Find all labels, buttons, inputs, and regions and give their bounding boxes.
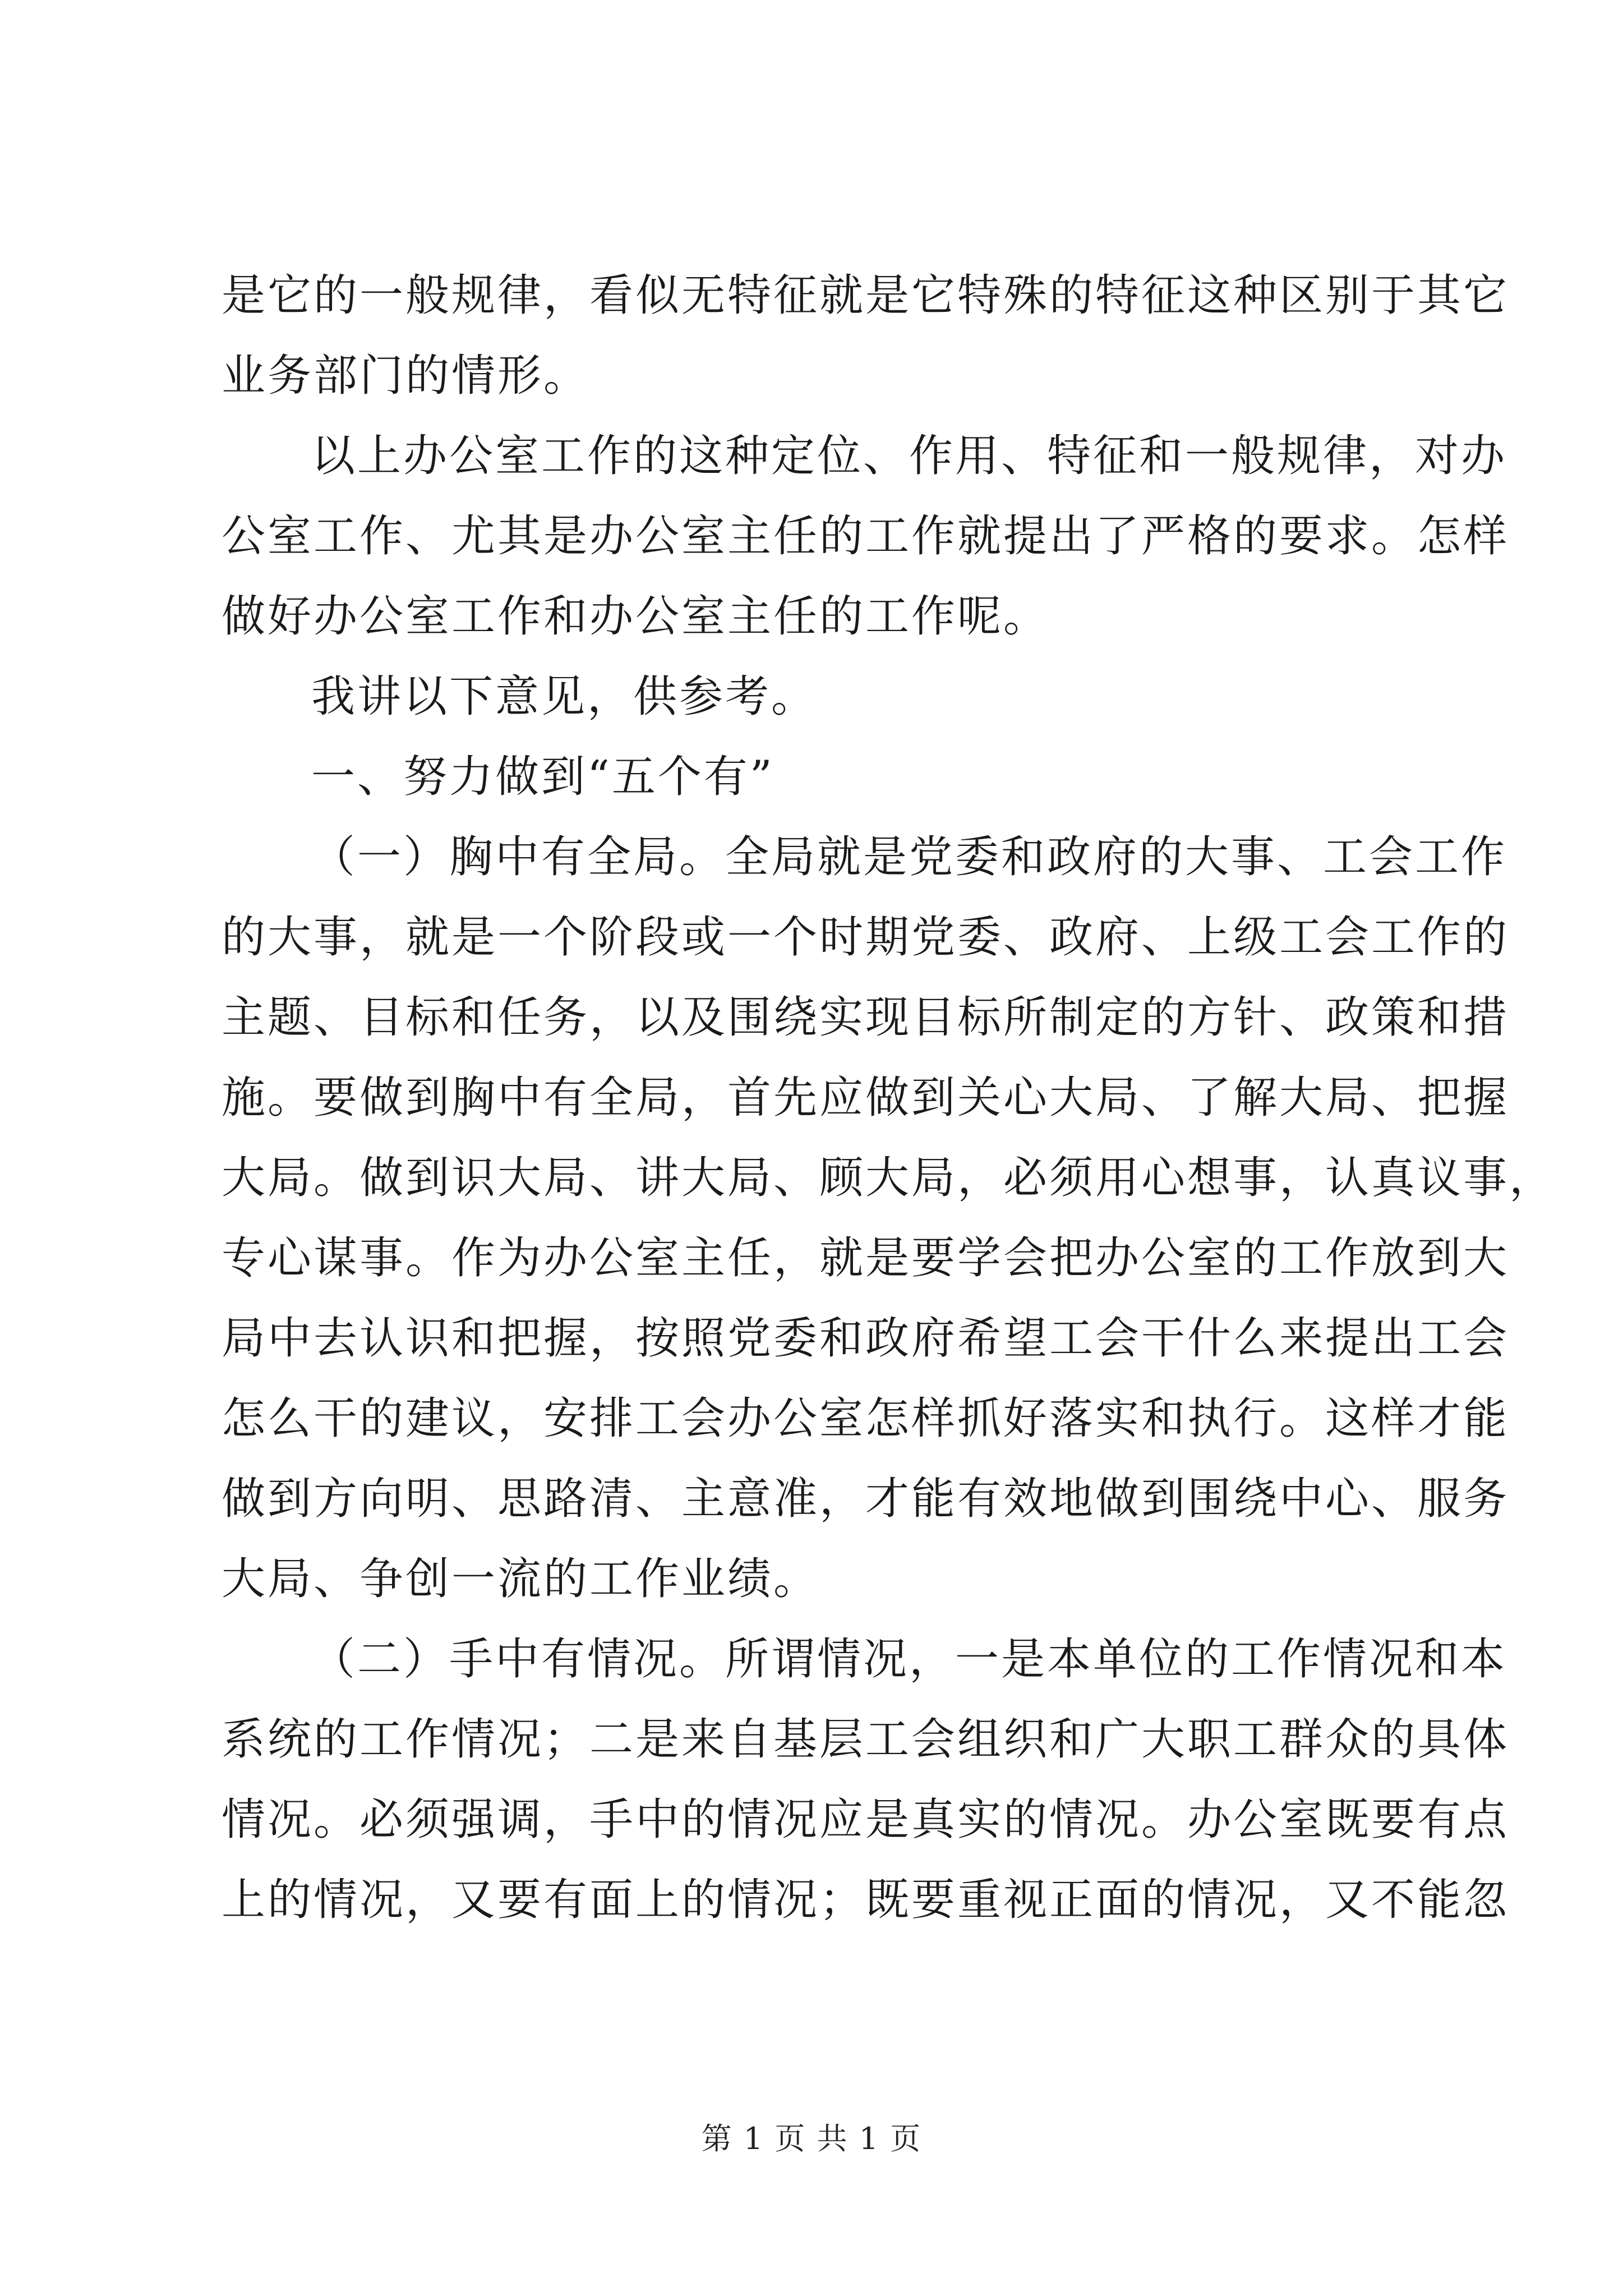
text-line: 情况。必须强调，手中的情况应是真实的情况。办公室既要有点 bbox=[222, 1795, 1510, 1845]
text-line: 是它的一般规律，看似无特征就是它特殊的特征这种区别于其它 bbox=[222, 270, 1510, 321]
text-line: 上的情况，又要有面上的情况；既要重视正面的情况，又不能忽 bbox=[222, 1875, 1510, 1925]
text-line: 的大事，就是一个阶段或一个时期党委、政府、上级工会工作的 bbox=[222, 912, 1510, 963]
text-line: 做好办公室工作和办公室主任的工作呢。 bbox=[222, 591, 1050, 642]
section-heading: 一、努力做到“五个有” bbox=[311, 752, 774, 802]
text-line: 局中去认识和把握，按照党委和政府希望工会干什么来提出工会 bbox=[222, 1313, 1510, 1364]
paragraph-first-line: （二）手中有情况。所谓情况，一是本单位的工作情况和本 bbox=[311, 1634, 1507, 1685]
text-line: 做到方向明、思路清、主意准，才能有效地做到围绕中心、服务 bbox=[222, 1474, 1510, 1524]
paragraph-first-line: 以上办公室工作的这种定位、作用、特征和一般规律，对办 bbox=[311, 431, 1507, 481]
text-line: 怎么干的建议，安排工会办公室怎样抓好落实和执行。这样才能 bbox=[222, 1393, 1510, 1444]
text-line: 施。要做到胸中有全局，首先应做到关心大局、了解大局、把握 bbox=[222, 1073, 1510, 1123]
page-number-label: 第 1 页 共 1 页 bbox=[701, 2121, 922, 2156]
paragraph-first-line: 我讲以下意见，供参考。 bbox=[311, 671, 818, 722]
text-line: 大局。做到识大局、讲大局、顾大局，必须用心想事，认真议事， bbox=[222, 1153, 1556, 1203]
text-line: 系统的工作情况；二是来自基层工会组织和广大职工群众的具体 bbox=[222, 1714, 1510, 1765]
text-line: 主题、目标和任务，以及围绕实现目标所制定的方针、政策和措 bbox=[222, 992, 1510, 1043]
text-line: 大局、争创一流的工作业绩。 bbox=[222, 1554, 820, 1604]
text-line: 专心谋事。作为办公室主任，就是要学会把办公室的工作放到大 bbox=[222, 1233, 1510, 1283]
text-line: 业务部门的情形。 bbox=[222, 351, 590, 401]
text-line: 公室工作、尤其是办公室主任的工作就提出了严格的要求。怎样 bbox=[222, 511, 1510, 562]
page-footer bbox=[0, 2115, 1623, 2158]
document-body bbox=[222, 256, 1556, 1940]
paragraph-first-line: （一）胸中有全局。全局就是党委和政府的大事、工会工作 bbox=[311, 832, 1507, 882]
